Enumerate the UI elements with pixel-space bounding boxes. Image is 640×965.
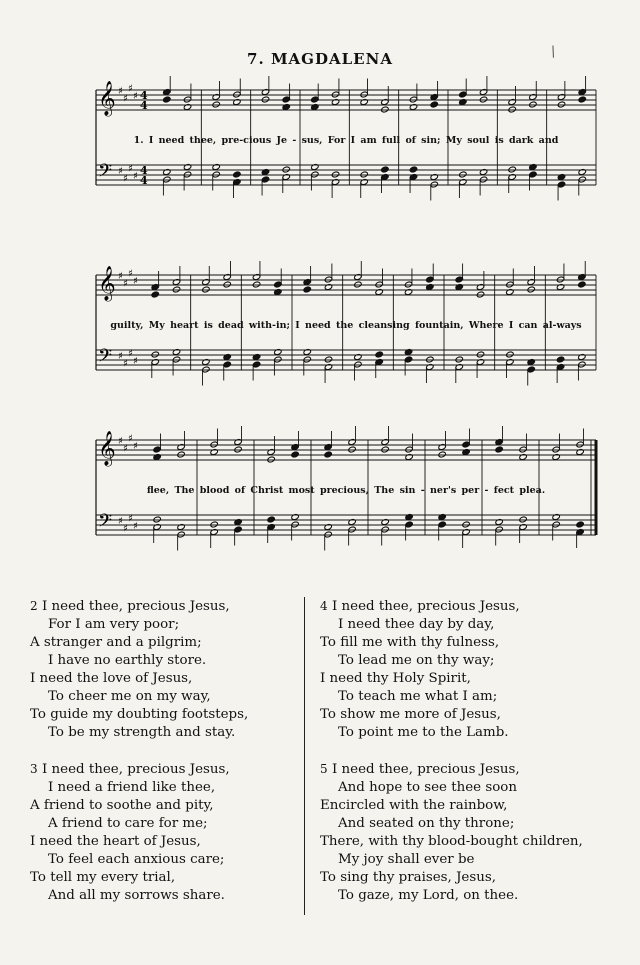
score-system-2 [96, 265, 596, 415]
note-head [223, 281, 231, 288]
note-head [212, 171, 220, 178]
note-head [153, 446, 161, 453]
verse-line: To gaze, my Lord, on thee. [338, 888, 519, 903]
note-head [508, 106, 516, 113]
key-sharp-icon: ♯ [123, 93, 128, 105]
key-sharp-icon: ♯ [128, 513, 133, 525]
verse-line: I need thee day by day, [338, 617, 495, 632]
note-head [519, 446, 527, 453]
verse-number: 4 [320, 599, 328, 613]
note-head [409, 96, 417, 103]
treble-clef-icon: 𝄞 [98, 431, 116, 466]
note-head [348, 446, 356, 453]
note-head [210, 521, 218, 528]
note-head [233, 171, 241, 178]
key-sharp-icon: ♯ [123, 173, 128, 185]
lyric-line-1: 1. I need thee, pre-cious Je - sus, For I am full of sin; My soul is dark and [133, 135, 559, 146]
note-head [274, 281, 282, 288]
note-head [183, 171, 191, 178]
verse-line: To feel each anxious care; [48, 852, 225, 867]
key-sharp-icon: ♯ [133, 521, 138, 532]
note-head [405, 521, 413, 528]
bass-clef-icon: 𝄢 [98, 346, 113, 371]
note-head [426, 276, 434, 283]
key-sharp-icon: ♯ [118, 166, 123, 177]
verse-line: Encircled with the rainbow, [320, 798, 508, 813]
note-head [172, 286, 180, 293]
note-head [459, 171, 467, 178]
note-head [375, 351, 383, 358]
note-head [303, 356, 311, 363]
note-head [529, 101, 537, 108]
note-head [151, 291, 159, 298]
note-head [479, 96, 487, 103]
note-head [252, 281, 260, 288]
verse-5 [320, 760, 610, 905]
key-sharp-icon: ♯ [128, 433, 133, 445]
note-head [519, 516, 527, 523]
key-sharp-icon: ♯ [133, 171, 138, 182]
verse-line-text: I need thee, precious Jesus, [332, 599, 520, 614]
note-head [578, 176, 586, 183]
verse-line: To lead me on thy way; [338, 653, 495, 668]
note-head [311, 171, 319, 178]
verse-line: To sing thy praises, Jesus, [320, 870, 496, 885]
note-head [360, 171, 368, 178]
verse-line-text: I need thee, precious Jesus, [42, 762, 230, 777]
key-sharp-icon: ♯ [118, 86, 123, 97]
note-head [210, 441, 218, 448]
note-head [557, 101, 565, 108]
note-head [151, 351, 159, 358]
note-head [282, 96, 290, 103]
treble-clef-icon: 𝄞 [98, 266, 116, 301]
note-head [223, 361, 231, 368]
key-sharp-icon: ♯ [128, 83, 133, 95]
note-head [409, 166, 417, 173]
verse-number: 5 [320, 762, 328, 776]
note-head [576, 521, 584, 528]
note-head [462, 521, 470, 528]
note-head [375, 281, 383, 288]
music-system-3 [96, 430, 596, 580]
note-head [430, 181, 438, 188]
note-head [324, 451, 332, 458]
verse-line: There, with thy blood-bought children, [320, 834, 583, 849]
note-head [177, 451, 185, 458]
note-head [495, 526, 503, 533]
verse-line [30, 760, 320, 779]
note-head [324, 276, 332, 283]
note-head [506, 351, 514, 358]
note-head [163, 176, 171, 183]
treble-clef-icon: 𝄞 [98, 81, 116, 116]
note-head [455, 356, 463, 363]
key-sharp-icon: ♯ [133, 356, 138, 367]
note-head [348, 526, 356, 533]
note-head [438, 521, 446, 528]
hymn-title [0, 50, 640, 68]
verse-line-text: I need thee, precious Jesus, [42, 599, 230, 614]
key-sharp-icon: ♯ [118, 436, 123, 447]
margin-mark: / [548, 43, 559, 61]
note-head [212, 101, 220, 108]
note-head [282, 166, 290, 173]
lyric-line-2: guilty, My heart is dead with-in; I need the cleansing fountain, Where I can al-ways [110, 320, 582, 331]
note-head [438, 451, 446, 458]
key-sharp-icon: ♯ [133, 276, 138, 287]
verses-column-left [30, 597, 320, 923]
hymn-number: 7. [247, 50, 265, 68]
verse-line: I need thy Holy Spirit, [320, 671, 471, 686]
note-head [578, 281, 586, 288]
note-head [578, 96, 586, 103]
verse-line: To point me to the Lamb. [338, 725, 509, 740]
verse-2 [30, 597, 320, 742]
verse-line: To teach me what I am; [338, 689, 498, 704]
note-head [459, 91, 467, 98]
bass-clef-icon: 𝄢 [98, 511, 113, 536]
verse-line: My joy shall ever be [338, 852, 475, 867]
note-head [381, 166, 389, 173]
verses-section [0, 597, 640, 957]
music-system-2 [96, 265, 596, 415]
key-sharp-icon: ♯ [123, 358, 128, 370]
note-head [360, 91, 368, 98]
note-head [291, 451, 299, 458]
note-head [552, 521, 560, 528]
key-sharp-icon: ♯ [133, 441, 138, 452]
note-head [252, 361, 260, 368]
note-head [404, 356, 412, 363]
verse-line: I need a friend like thee, [48, 780, 216, 795]
time-signature-bottom: 4 [140, 174, 148, 187]
key-sharp-icon: ♯ [123, 278, 128, 290]
verse-3 [30, 760, 320, 905]
verse-line: To show me more of Jesus, [320, 707, 501, 722]
note-head [479, 176, 487, 183]
note-head [324, 356, 332, 363]
note-head [508, 166, 516, 173]
note-head [381, 526, 389, 533]
verse-line: A friend to care for me; [48, 816, 208, 831]
note-head [331, 91, 339, 98]
note-head [476, 351, 484, 358]
note-head [331, 171, 339, 178]
note-head [324, 531, 332, 538]
note-head [476, 291, 484, 298]
verse-number: 3 [30, 762, 38, 776]
hymn-tune-name: MAGDALENA [270, 50, 393, 68]
note-head [261, 176, 269, 183]
note-head [311, 96, 319, 103]
time-signature-top: 4 [140, 89, 148, 102]
note-head [552, 446, 560, 453]
verse-line: A stranger and a pilgrim; [30, 635, 202, 650]
note-head [557, 181, 565, 188]
note-head [556, 276, 564, 283]
bass-clef-icon: 𝄢 [98, 161, 113, 186]
verse-line [320, 760, 610, 779]
note-head [381, 446, 389, 453]
note-head [233, 91, 241, 98]
time-signature-top: 4 [140, 164, 148, 177]
verse-line: I need the heart of Jesus, [30, 834, 201, 849]
key-sharp-icon: ♯ [128, 163, 133, 175]
lyric-line-3: flee, The blood of Christ most precious, The sin - ner's per - fect plea. [146, 485, 546, 496]
key-sharp-icon: ♯ [123, 523, 128, 535]
note-head [405, 446, 413, 453]
note-head [291, 521, 299, 528]
note-head [495, 446, 503, 453]
verse-line [30, 597, 320, 616]
note-head [529, 171, 537, 178]
note-head [267, 456, 275, 463]
note-head [354, 281, 362, 288]
verse-line [320, 597, 610, 616]
note-head [172, 356, 180, 363]
score-system-3 [96, 430, 596, 580]
note-head [177, 531, 185, 538]
note-head [462, 441, 470, 448]
note-head [426, 356, 434, 363]
note-head [153, 516, 161, 523]
key-sharp-icon: ♯ [133, 91, 138, 102]
note-head [527, 286, 535, 293]
key-sharp-icon: ♯ [118, 351, 123, 362]
note-head [381, 106, 389, 113]
note-head [576, 441, 584, 448]
score-system-1 [96, 80, 596, 230]
verse-line: To cheer me on my way, [48, 689, 211, 704]
note-head [202, 366, 210, 373]
note-head [261, 96, 269, 103]
note-head [274, 356, 282, 363]
verse-line: To tell my every trial, [30, 870, 176, 885]
verses-column-right [320, 597, 610, 923]
key-sharp-icon: ♯ [118, 516, 123, 527]
music-system-1 [96, 80, 596, 230]
note-head [578, 361, 586, 368]
note-head [163, 96, 171, 103]
note-head [430, 101, 438, 108]
note-head [404, 281, 412, 288]
verse-line: A friend to soothe and pity, [30, 798, 214, 813]
note-head [354, 361, 362, 368]
note-head [556, 356, 564, 363]
verse-4 [320, 597, 610, 742]
verse-line: And hope to see thee soon [338, 780, 517, 795]
verse-line: To be my strength and stay. [48, 725, 236, 740]
note-head [506, 281, 514, 288]
note-head [267, 516, 275, 523]
verse-line-text: I need thee, precious Jesus, [332, 762, 520, 777]
note-head [202, 286, 210, 293]
verse-line: To fill me with thy fulness, [320, 635, 500, 650]
key-sharp-icon: ♯ [123, 443, 128, 455]
verse-number: 2 [30, 599, 38, 613]
key-sharp-icon: ♯ [128, 348, 133, 360]
verse-line: I have no earthly store. [48, 653, 207, 668]
note-head [527, 366, 535, 373]
note-head [183, 96, 191, 103]
verse-line: For I am very poor; [48, 617, 180, 632]
verse-line: I need the love of Jesus, [30, 671, 193, 686]
note-head [234, 526, 242, 533]
time-signature-bottom: 4 [140, 99, 148, 112]
note-head [234, 446, 242, 453]
note-head [455, 276, 463, 283]
note-head [303, 286, 311, 293]
verse-line: And all my sorrows share. [48, 888, 225, 903]
verse-line: And seated on thy throne; [338, 816, 515, 831]
key-sharp-icon: ♯ [118, 271, 123, 282]
key-sharp-icon: ♯ [128, 268, 133, 280]
verse-line: To guide my doubting footsteps, [30, 707, 249, 722]
